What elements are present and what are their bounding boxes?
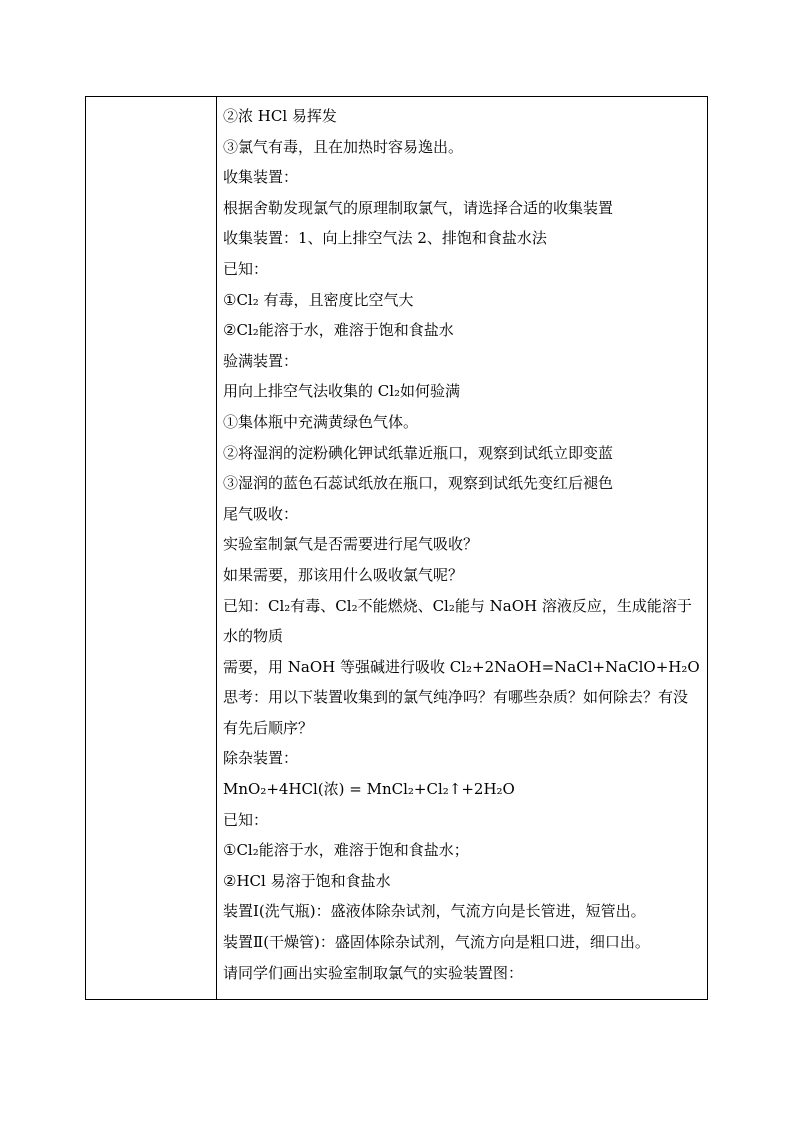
text-line: 装置Ⅱ(干燥管)：盛固体除杂试剂，气流方向是粗口进，细口出。 — [223, 933, 650, 952]
text-line: 根据舍勒发现氯气的原理制取氯气，请选择合适的收集装置 — [223, 198, 614, 217]
text-line: 已知：Cl₂有毒、Cl₂不能燃烧、Cl₂能与 NaOH 溶液反应，生成能溶于水的物质 — [223, 596, 692, 646]
section-heading-full-check: 验满装置： — [223, 351, 299, 370]
text-line: 如果需要，那该用什么吸收氯气呢？ — [223, 565, 464, 584]
text-line: 请同学们画出实验室制取氯气的实验装置图： — [223, 963, 524, 982]
text-line: 需要，用 NaOH 等强碱进行吸收 Cl₂+2NaOH=NaCl+NaClO+H₂O — [223, 657, 700, 676]
text-line: ②浓 HCl 易挥发 — [223, 107, 337, 125]
text-line: 收集装置：1、向上排空气法 2、排饱和食盐水法 — [223, 229, 547, 248]
text-line: 用向上排空气法收集的 Cl₂如何验满 — [223, 382, 461, 401]
left-column-cell — [86, 97, 217, 999]
section-heading-collection: 收集装置： — [223, 168, 299, 187]
text-line: ②HCl 易溶于饱和食盐水 — [223, 871, 391, 890]
section-heading-tail-gas: 尾气吸收： — [223, 504, 299, 523]
text-line: 装置Ⅰ(洗气瓶)：盛液体除杂试剂，气流方向是长管进，短管出。 — [223, 902, 646, 921]
right-column-cell — [217, 97, 707, 999]
text-line: 思考：用以下装置收集到的氯气纯净吗？有哪些杂质？如何除去？有没有先后顺序？ — [223, 688, 689, 737]
lesson-table — [85, 96, 708, 1000]
text-line: ②将湿润的淀粉碘化钾试纸靠近瓶口，观察到试纸立即变蓝 — [223, 443, 614, 462]
text-line: ①集体瓶中充满黄绿色气体。 — [223, 412, 419, 431]
text-line: 已知： — [223, 259, 269, 278]
reaction-equation: MnO₂+4HCl(浓) = MnCl₂+Cl₂↑+2H₂O — [223, 780, 515, 799]
text-line: ③氯气有毒，且在加热时容易逸出。 — [223, 137, 464, 156]
text-line: ①Cl₂能溶于水，难溶于饱和食盐水； — [223, 841, 469, 860]
section-heading-purification: 除杂装置： — [223, 749, 299, 768]
text-line: 实验室制氯气是否需要进行尾气吸收？ — [223, 535, 479, 554]
text-line: 已知： — [223, 810, 269, 829]
text-line: ①Cl₂ 有毒，且密度比空气大 — [223, 290, 414, 309]
text-line: ②Cl₂能溶于水，难溶于饱和食盐水 — [223, 321, 454, 340]
text-line: ③湿润的蓝色石蕊试纸放在瓶口，观察到试纸先变红后褪色 — [223, 474, 614, 493]
